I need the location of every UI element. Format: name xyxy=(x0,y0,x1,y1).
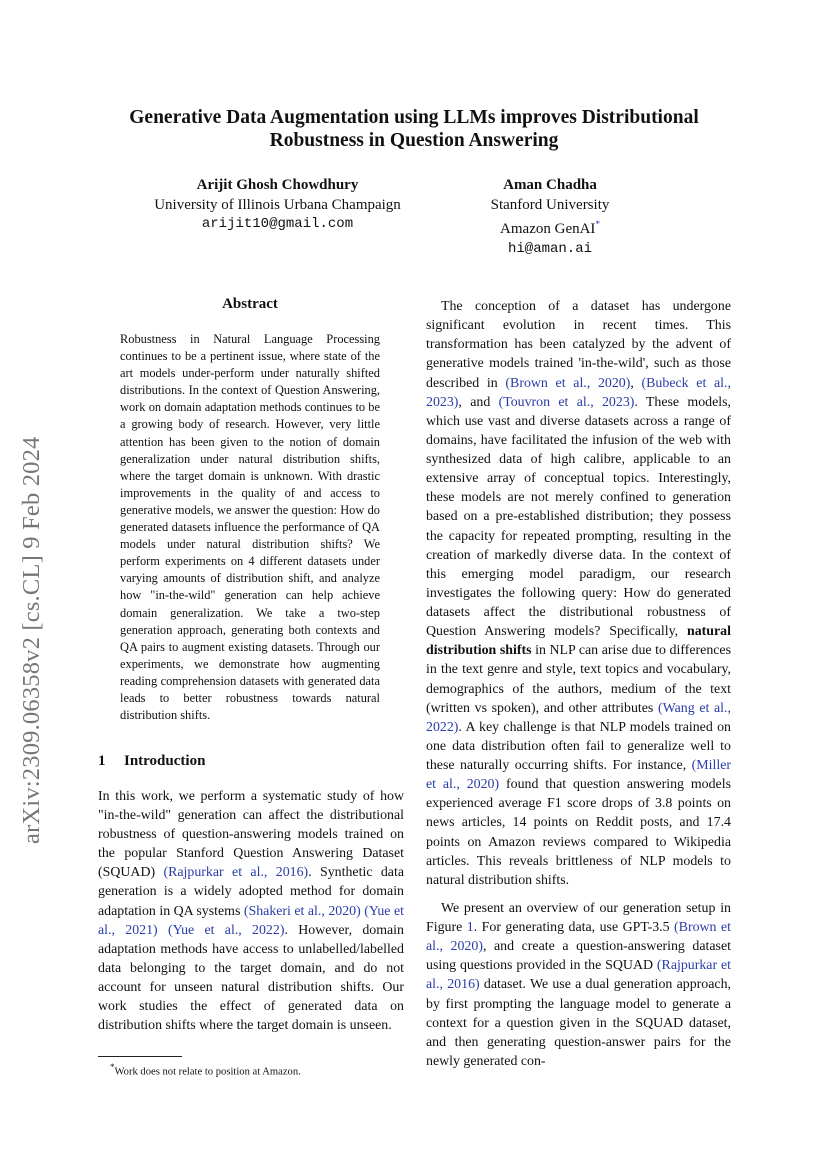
author-affiliation: University of Illinois Urbana Champaign xyxy=(154,196,401,213)
section-number: 1 xyxy=(98,753,106,769)
figure-link[interactable]: 1 xyxy=(466,920,474,935)
right-column xyxy=(426,297,731,1071)
author-block-1 xyxy=(140,176,415,235)
footnote xyxy=(110,1062,301,1078)
footnote-text: Work does not relate to position at Amazon. xyxy=(114,1066,301,1078)
citation-link[interactable]: (Yue et al., 2022) xyxy=(167,922,285,938)
paper-title: Generative Data Augmentation using LLMs improves Distributional Robustness in Question Answering xyxy=(129,107,699,151)
citation-link[interactable]: (Brown et al., 2020) xyxy=(426,920,731,955)
body-paragraph: The conception of a dataset has undergone significant evolution in recent times. This transformation has been catalyzed by the advent of generative models trained 'in-the-wild', such as those described in (Brown et al., 2020), (Bubeck et al., 2023), and (Touvron et al., 2023). These models, which use vast and diverse datasets across a range of domains, have facilitated the infusion of the web with synthesized data of high calibre, applicable to an extensive array of conceptual topics. Interestingly, these models are not merely confined to generation based on a pre-established distribution; they possess the capacity for repeated prompting, resulting in the creation of markedly diverse data. In the context of this emerging model paradigm, our research investigates the following query: How do generated datasets affect the distributional robustness of Question Answering models? Specifically, natural distribution shifts in NLP can arise due to differences in the text genre and style, text topics and vocabulary, demographics of the authors, medium of the text (written vs spoken), and other attributes (Wang et al., 2022). A key challenge is that NLP models trained on one data distribution often fail to generalize well to these naturally occurring shifts. For instance, (Miller et al., 2020) found that question answering models experienced average F1 score drops of 3.8 points on news articles, 14 points on Reddit posts, and 17.4 points on Amazon reviews compared to Wikipedia articles. This reveals brittleness of NLP models to natural distribution shifts. xyxy=(426,299,732,888)
citation-link[interactable]: (Brown et al., 2020) xyxy=(505,375,631,391)
author-email[interactable]: hi@aman.ai xyxy=(507,240,592,257)
citation-link[interactable]: (Shakeri et al., 2020) xyxy=(243,903,361,919)
author-affiliation: Stanford University xyxy=(490,196,610,213)
citation-link[interactable]: (Yue et al., 2021) xyxy=(98,903,404,938)
footnote-rule xyxy=(98,1056,182,1057)
citation-link[interactable]: (Rajpurkar et al., 2016) xyxy=(163,865,309,881)
citation-link[interactable]: (Bubeck et al., 2023) xyxy=(426,375,731,410)
author-name: Arijit Ghosh Chowdhury xyxy=(196,177,359,193)
footnote-mark: * xyxy=(110,1062,115,1072)
citation-link[interactable]: (Miller et al., 2020) xyxy=(426,758,731,793)
abstract-heading: Abstract xyxy=(222,296,278,312)
intro-paragraph: In this work, we perform a systematic study of how "in-the-wild" generation can affect the distributional robustness of question-answering models trained on the popular Stanford Question Answering Dataset (SQUAD) (Rajpurkar et al., 2016). Synthetic data generation is a widely adopted method for domain adaptation in QA systems (Shakeri et al., 2020) (Yue et al., 2021) (Yue et al., 2022). However, domain adaptation methods have access to unlabelled/labelled data belonging to the target domain, and do not account for unseen natural distribution shifts. Our work studies the effect of generated data on distribution shifts where the target domain is unseen. xyxy=(98,789,404,1034)
footnote-mark[interactable]: * xyxy=(595,219,600,229)
author-name: Aman Chadha xyxy=(503,177,597,193)
abstract-text: Robustness in Natural Language Processing continues to be a pertinent issue, where state of the art models under-perform under naturally shifted distributions. In the context of Question Answering, work on domain adaptation methods continues to be a growing body of research. However, very little attention has been given to the notion of domain generalization under natural distribution shifts, where the target domain is unknown. With drastic improvements in the quality of and access to generative models, we answer the question: How do generated datasets influence the performance of QA models under natural distribution shifts? We perform experiments on 4 different datasets under varying amounts of distribution shift, and analyze how "in-the-wild" generation can help achieve domain generalization. We take a two-step generation approach, generating both contexts and QA pairs to augment existing datasets. Through our experiments, we demonstrate how augmenting reading comprehension datasets with generated data leads to better robustness towards natural distribution shifts. xyxy=(120,332,380,723)
section-heading xyxy=(98,753,205,770)
author-email[interactable]: arijit10@gmail.com xyxy=(201,216,354,232)
bold-term: natural distribution shifts xyxy=(426,624,731,659)
arxiv-identifier: arXiv:2309.06358v2 [cs.CL] 9 Feb 2024 xyxy=(18,436,45,844)
citation-link[interactable]: (Touvron et al., 2023) xyxy=(498,394,635,410)
citation-link[interactable]: (Rajpurkar et al., 2016) xyxy=(426,958,732,993)
citation-link[interactable]: (Wang et al., 2022) xyxy=(426,700,731,735)
body-paragraph: We present an overview of our generation setup in Figure 1. For generating data, use GPT-3.5 (Brown et al., 2020), and create a question-answering dataset using questions provided in the SQUAD (Rajpurkar et al., 2016) dataset. We use a dual generation approach, by first prompting the language model to generate a context for a question given in the SQUAD dataset, and then generating question-answer pairs for the newly generated con- xyxy=(426,900,732,1069)
author-affiliation-2: Amazon GenAI* xyxy=(500,219,600,237)
author-block-2 xyxy=(462,176,638,259)
section-title: Introduction xyxy=(124,753,206,769)
